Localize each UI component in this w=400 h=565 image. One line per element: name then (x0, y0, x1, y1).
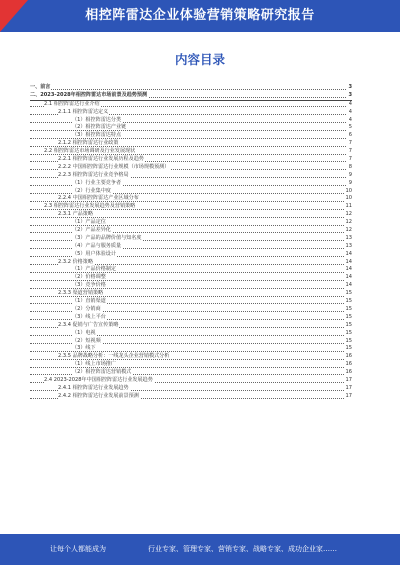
toc-heading: 内容目录 (174, 52, 225, 67)
toc-entry[interactable] (30, 172, 352, 180)
toc-entry-text: 二、2023-2028年相控阵雷达市场前景及趋势预测 (30, 91, 148, 98)
toc-page-number: 15 (345, 321, 352, 328)
toc-entry[interactable] (30, 148, 352, 156)
toc-entry[interactable] (30, 101, 352, 109)
toc-page-number: 16 (345, 353, 352, 360)
toc-page-number: 17 (345, 392, 352, 399)
toc-page-number: 10 (345, 195, 352, 202)
toc-entry-text: （3）相控阵雷达特点 (72, 132, 122, 139)
toc-page-number: 17 (345, 384, 352, 391)
toc-entry-text: 一、前言 (30, 84, 51, 90)
toc-entry-text: （1）直销渠道 (72, 298, 106, 305)
toc-entry[interactable] (30, 314, 352, 322)
toc-entry[interactable] (30, 251, 352, 259)
toc-entry[interactable] (30, 353, 352, 361)
toc-entry[interactable] (30, 180, 352, 188)
toc-entry[interactable] (30, 243, 352, 251)
toc-page-number: 3 (348, 84, 352, 90)
toc-entry-text: 2.1.2 相控阵雷达行业政策 (58, 140, 119, 147)
toc-entry-text: 2.2.1 相控阵雷达行业发展历程及趋势 (58, 156, 144, 163)
toc-page-number: 14 (345, 258, 352, 265)
toc-entry[interactable] (30, 330, 352, 338)
toc-leader-dots (30, 201, 346, 202)
toc-entry[interactable] (30, 361, 352, 369)
toc-page-number: 5 (348, 124, 352, 131)
toc-entry-text: （1）线上市场推广 (72, 361, 116, 368)
toc-entry[interactable] (30, 282, 352, 290)
toc-entry[interactable] (30, 385, 352, 393)
toc-page-number: 3 (348, 91, 352, 98)
toc-entry-text: （3）线下 (72, 345, 96, 352)
toc-entry[interactable] (30, 219, 352, 227)
toc-entry[interactable] (30, 322, 352, 330)
toc-page-number: 8 (348, 163, 352, 170)
toc-entry[interactable] (30, 393, 352, 401)
toc-page-number: 12 (345, 211, 352, 218)
toc-entry-text: 2.2.2 中国相控阵雷达行业规模（市场规模预测） (58, 163, 170, 170)
toc-page-number: 9 (348, 171, 352, 178)
footer-tagline: 行业专家、管理专家、营销专家、战略专家、成功企业家…… (148, 545, 337, 553)
toc-page-number: 14 (345, 282, 352, 289)
toc-entry[interactable] (30, 306, 352, 314)
toc-entry-text: （1）行业主要竞争者 (72, 179, 122, 186)
toc-entry-text: 2.3.4 促销与广告宣传策略 (58, 321, 119, 328)
toc-entry-text: （2）相控阵雷达产业链 (72, 124, 127, 131)
toc-page-number: 15 (345, 305, 352, 312)
toc-entry-text: （1）产品定位 (72, 219, 106, 226)
toc-entry[interactable] (30, 84, 352, 92)
toc-entry[interactable] (30, 109, 352, 117)
toc-page-number: 14 (345, 274, 352, 281)
toc-entry-text: （1）相控阵雷达分类 (72, 116, 122, 123)
toc-entry[interactable] (30, 290, 352, 298)
toc-page-number: 16 (345, 369, 352, 376)
toc-entry-text: （1）产品价格制定 (72, 266, 116, 273)
toc-page-number: 14 (345, 250, 352, 257)
toc-page-number: 9 (348, 179, 352, 186)
toc-page-number: 7 (348, 140, 352, 147)
toc-page-number: 4 (348, 116, 352, 123)
toc-entry-text: 2.2.3 相控阵雷达行业竞争格局 (58, 171, 129, 178)
toc-entry-text: （2）行业集中度 (72, 187, 111, 194)
toc-entry[interactable] (30, 235, 352, 243)
toc-page-number: 12 (345, 227, 352, 234)
toc-entry-text: 2.2 相控阵雷达市场调研及行业发展现状 (44, 148, 136, 155)
footer-bar (0, 534, 400, 565)
toc-page-number: 12 (345, 219, 352, 226)
toc-page-number: 4 (348, 108, 352, 115)
toc-entry-text: （2）相控阵雷达营销模式 (72, 369, 132, 376)
toc-page-number: 15 (345, 290, 352, 297)
footer-slogan: 让每个人都能成为 (50, 545, 106, 553)
toc-page-number: 15 (345, 313, 352, 320)
toc-page-number: 15 (345, 298, 352, 305)
toc-page-number: 7 (348, 156, 352, 163)
toc-entry-text: 2.4.2 相控阵雷达行业发展前景预测 (58, 392, 139, 399)
toc-entry-text: （1）电视 (72, 329, 96, 336)
toc-entry[interactable] (30, 211, 352, 219)
toc-page-number: 7 (348, 148, 352, 155)
toc-page-number: 10 (345, 187, 352, 194)
table-of-contents (30, 84, 352, 401)
header-bar (0, 0, 400, 32)
toc-entry[interactable] (30, 164, 352, 172)
toc-entry-text: （2）产品差异化 (72, 227, 111, 234)
toc-page-number: 17 (345, 376, 352, 383)
toc-entry-text: （3）线上平台 (72, 313, 106, 320)
toc-page-number: 13 (345, 234, 352, 241)
toc-entry-text: 2.4.1 相控阵雷达行业发展趋势 (58, 384, 129, 391)
toc-page-number: 6 (348, 132, 352, 139)
toc-entry[interactable] (30, 369, 352, 377)
toc-page-number: 15 (345, 329, 352, 336)
toc-entry-text: （2）短视频 (72, 337, 101, 344)
toc-entry-text: （3）竞争价格 (72, 282, 106, 289)
toc-entry[interactable] (30, 92, 352, 101)
toc-entry-text: （5）用户体验设计 (72, 250, 116, 257)
toc-leader-dots (30, 89, 346, 90)
toc-entry-text: 2.1.1 相控阵雷达定义 (58, 108, 109, 115)
toc-entry-text: 2.3.1 产品策略 (58, 211, 93, 218)
toc-entry-text: （2）分销商 (72, 305, 101, 312)
toc-page-number: 14 (345, 266, 352, 273)
toc-page-number: 15 (345, 337, 352, 344)
toc-page-number: 11 (345, 203, 352, 210)
document-title: 相控阵雷达企业体验营销策略研究报告 (85, 8, 315, 23)
toc-page-number: 13 (345, 242, 352, 249)
toc-entry-text: 2.3 相控阵雷达行业发展趋势及营销策略 (44, 203, 136, 210)
toc-page-number: 15 (345, 345, 352, 352)
toc-entry-text: 2.4 2023-2028年中国相控阵雷达行业发展趋势 (44, 376, 153, 383)
toc-entry[interactable] (30, 298, 352, 306)
toc-entry-text: 2.3.5 品牌战略分析：一线龙头企业营销模式分析 (58, 353, 170, 360)
toc-leader-dots (30, 272, 346, 273)
toc-entry-text: 2.3.2 价格策略 (58, 258, 93, 265)
toc-entry-text: 2.1 相控阵雷达行业介绍 (44, 100, 100, 107)
toc-page-number: 16 (345, 361, 352, 368)
toc-entry[interactable] (30, 377, 352, 385)
toc-entry[interactable] (30, 156, 352, 164)
toc-entry-text: 2.2.4 中国相控阵雷达产业区域分布 (58, 195, 139, 202)
toc-entry-text: （4）产品与服务质量 (72, 242, 122, 249)
toc-entry[interactable] (30, 227, 352, 235)
toc-entry-text: （3）产品的品牌价值与知名度 (72, 234, 142, 241)
toc-page-number: 4 (348, 100, 352, 107)
toc-entry[interactable] (30, 140, 352, 148)
toc-entry-text: 2.3.3 渠道营销策略 (58, 290, 104, 297)
toc-entry-text: （2）价格调整 (72, 274, 106, 281)
